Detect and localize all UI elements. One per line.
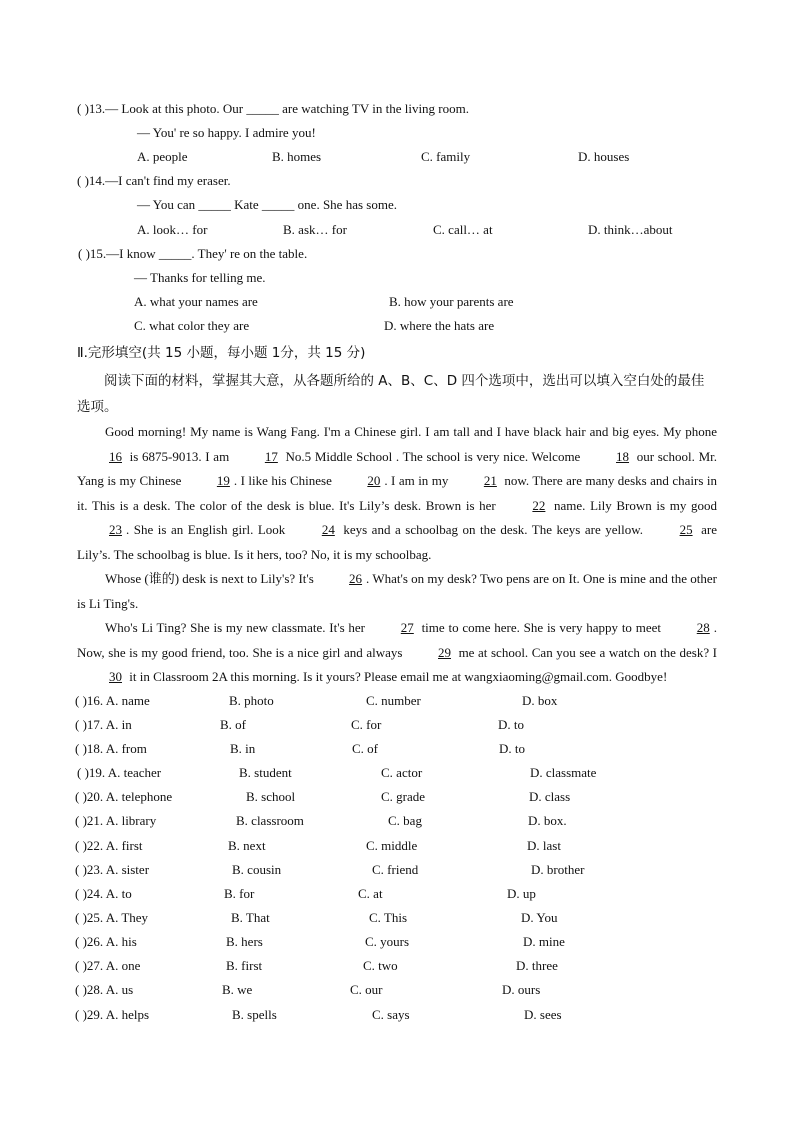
q14-reply: — You can _____ Kate _____ one. She has some.	[137, 197, 397, 212]
section-title: Ⅱ.完形填空(共 15 小题，每小题 1分，共 15 分)	[77, 345, 366, 361]
q15-option-a: A. what your names are	[134, 294, 258, 309]
q13-reply: — You' re so happy. I admire you!	[137, 125, 316, 140]
q14-option-d: D. think…about	[588, 222, 673, 237]
passage-paragraph-3: Who's Li Ting? She is my new classmate. It's her 27 time to come here. She is very happy to meet 28 . Now, she is my good friend, too. She is a nice girl and always 29 me at school. Can you see a watch on the desk? I 30 it in Classroom 2A this morning. Is it yours? Please email me at wangxiaoming@gmail.com. Goodbye!	[77, 616, 717, 690]
q13-option-b: B. homes	[272, 149, 322, 164]
blank-24: 24	[321, 522, 335, 537]
blank-23: 23	[109, 522, 122, 537]
q13-option-d: D. houses	[578, 149, 630, 164]
q15-option-d: D. where the hats are	[384, 318, 495, 333]
q14-option-a: A. look… for	[137, 222, 208, 237]
q14-option-b: B. ask… for	[283, 222, 347, 237]
q13-option-c: C. family	[421, 149, 471, 164]
blank-30: 30	[109, 669, 122, 684]
q13-stem: ( )13.— Look at this photo. Our _____ are watching TV in the living room.	[77, 101, 469, 116]
cloze-passage	[77, 420, 717, 690]
q14-option-c: C. call… at	[433, 222, 493, 237]
q15-stem: ( )15.—I know _____. They' re on the table.	[78, 246, 308, 261]
blank-16: 16	[109, 448, 122, 464]
blank-21: 21	[483, 473, 497, 488]
passage-paragraph-2: Whose (谁的) desk is next to Lily's? It's 26 . What's on my desk? Two pens are on It. One is mine and the other is Li Ting's.	[77, 567, 717, 616]
blank-26: 26	[349, 571, 363, 586]
blank-27: 27	[400, 620, 414, 635]
blank-28: 28	[696, 620, 710, 635]
blank-25: 25	[679, 522, 693, 537]
q15-option-c: C. what color they are	[134, 318, 250, 333]
q13-option-a: A. people	[137, 149, 188, 164]
blank-19: 19	[216, 473, 230, 488]
passage-paragraph-1: Good morning! My name is Wang Fang. I'm a Chinese girl. I am tall and I have black hair and big eyes. My phone 16 is 6875-9013. I am 17 No.5 Middle School . The school is very nice. Welcome 18 our school. Mr. Yang is my Chinese 19 . I like his Chinese 20 . I am in my 21 now. There are many desks and chairs in it. This is a desk. The color of the desk is blue. It's Lily’s desk. Brown is her 22 name. Lily Brown is my good 23 . She is an English girl. Look 24 keys and a schoolbag on the desk. The keys are yellow. 25 are Lily’s. The schoolbag is blue. Is it hers, too? No, it is my schoolbag.	[77, 424, 717, 562]
blank-18: 18	[616, 448, 630, 464]
blank-29: 29	[438, 644, 451, 660]
blank-17: 17	[264, 448, 278, 464]
section-instructions: 阅读下面的材料，掌握其大意，从各题所给的 A、B、C、D 四个选项中，选出可以填入空白处的最佳选项。	[77, 373, 705, 415]
q15-option-b: B. how your parents are	[389, 294, 514, 309]
q14-stem: ( )14.—I can't find my eraser.	[77, 173, 231, 188]
blank-22: 22	[532, 497, 546, 513]
blank-20: 20	[367, 473, 381, 488]
q15-reply: — Thanks for telling me.	[134, 270, 266, 285]
